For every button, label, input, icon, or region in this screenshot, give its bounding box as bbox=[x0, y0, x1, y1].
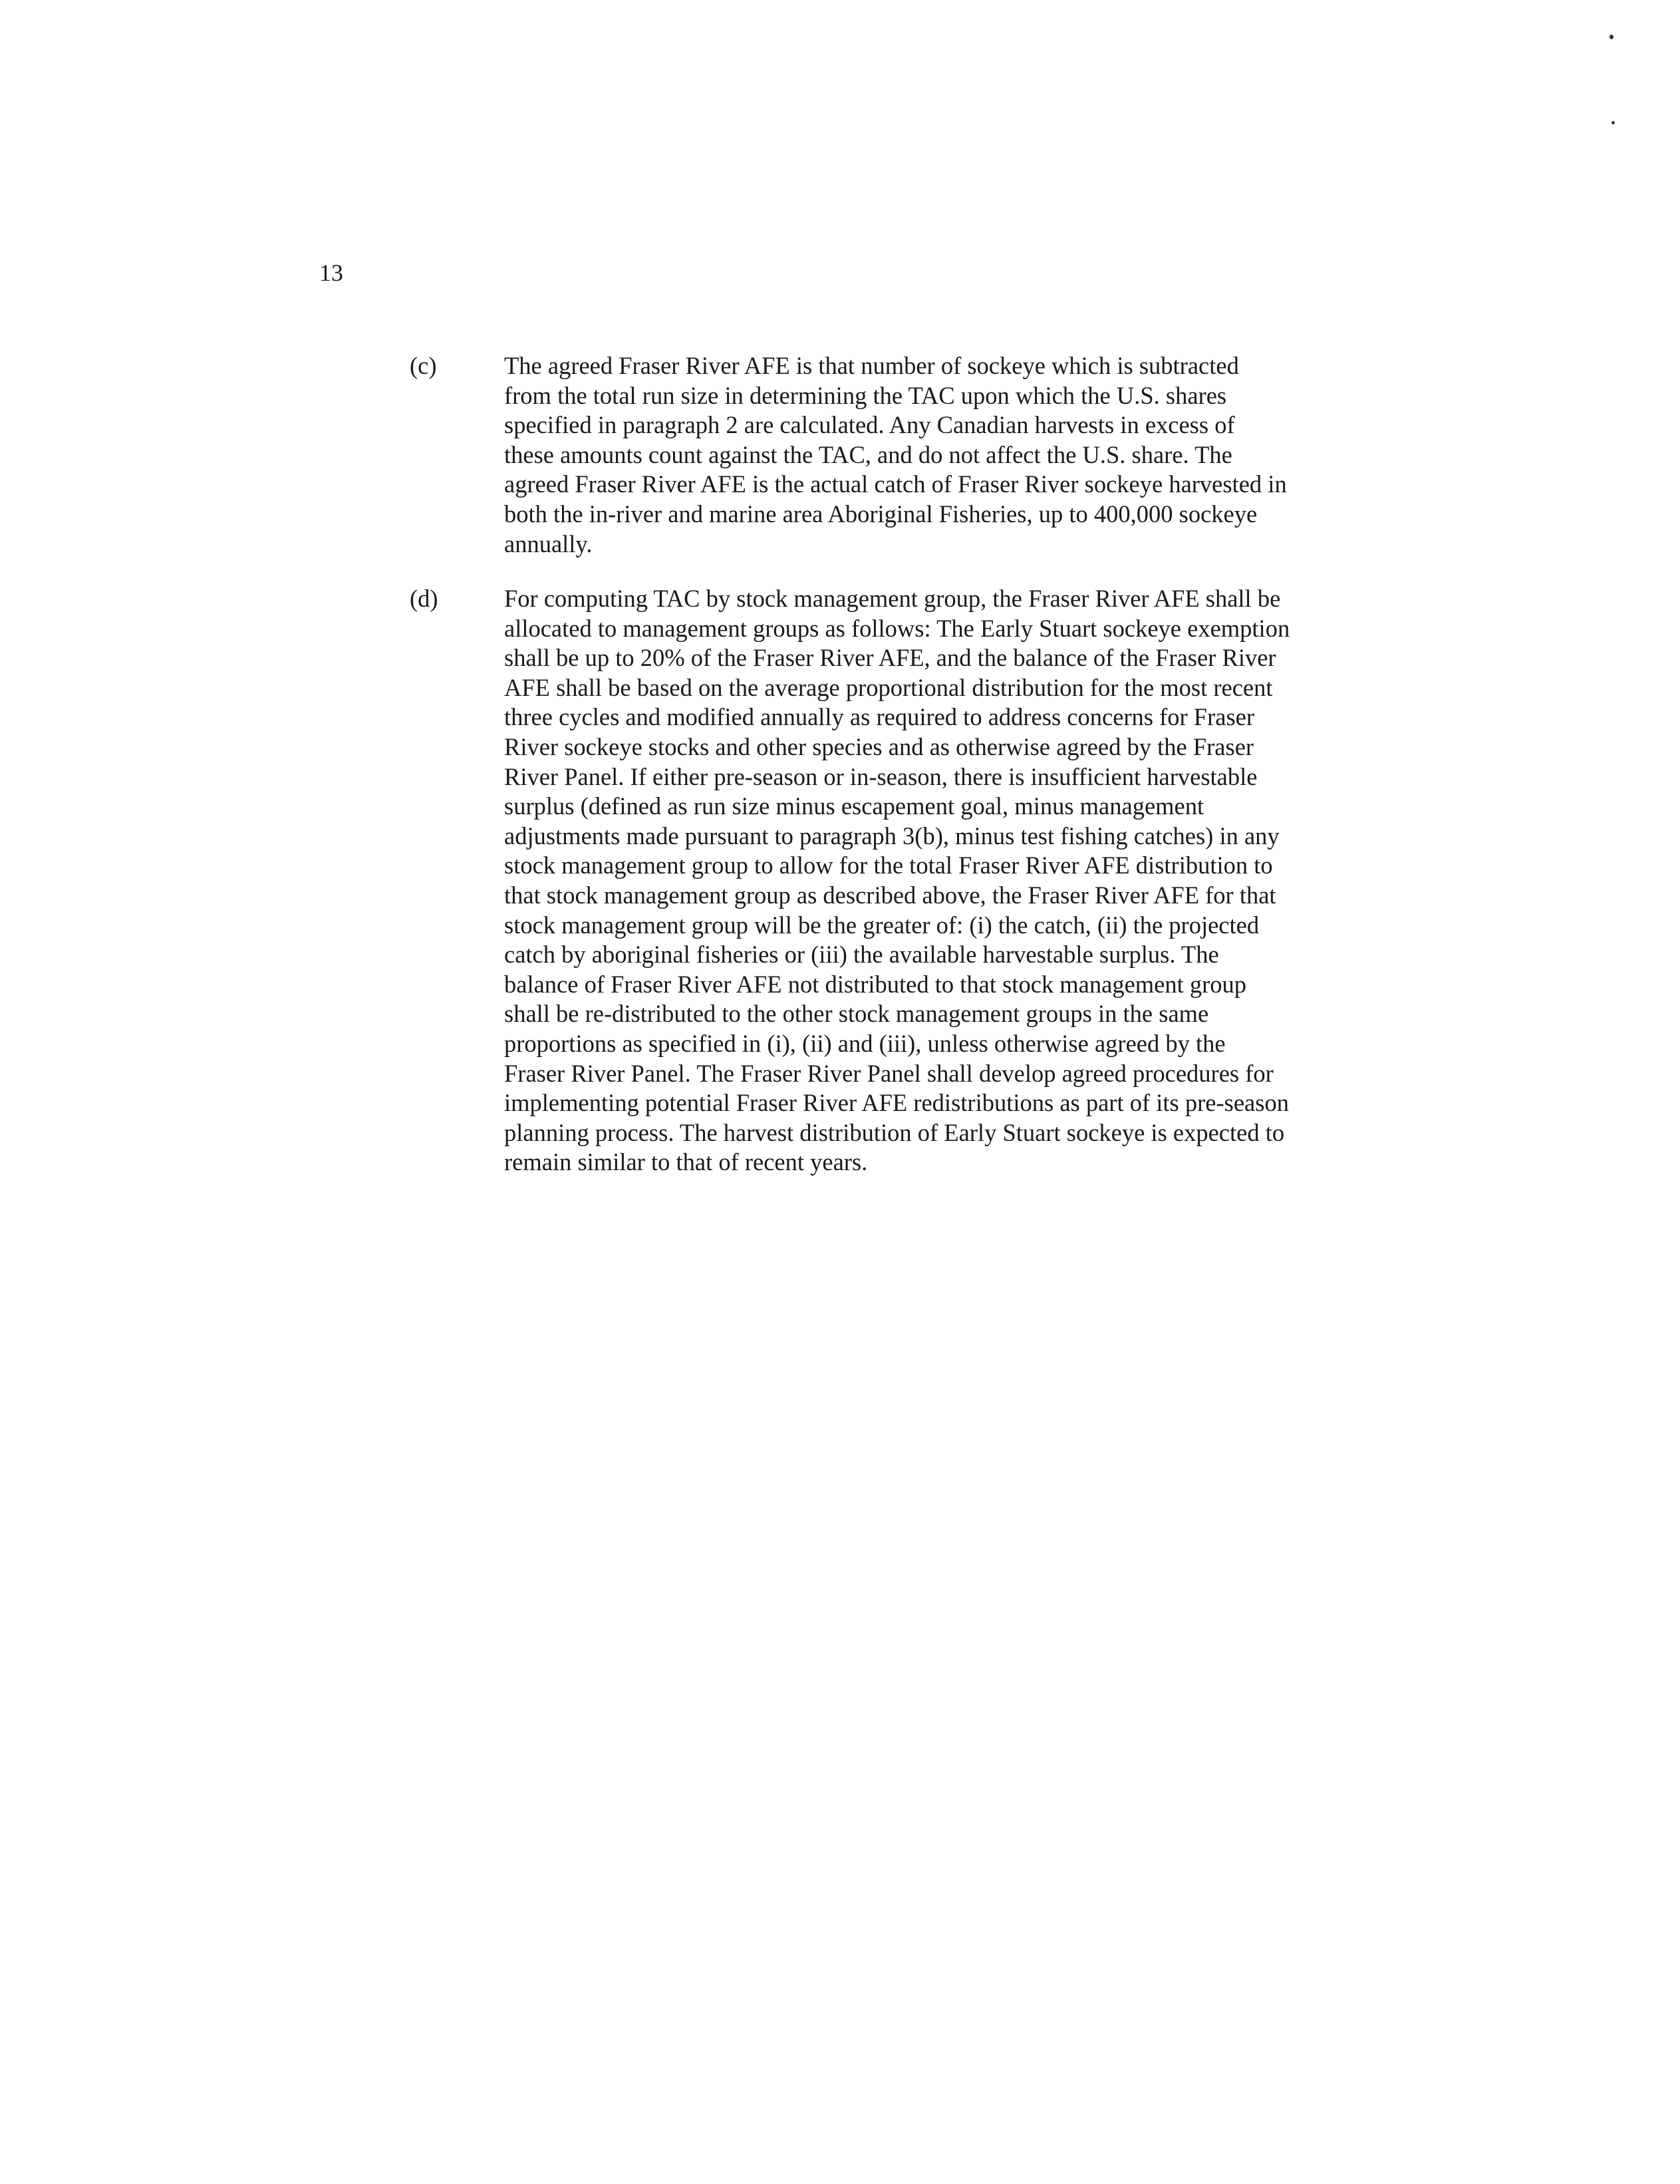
paragraph-text: For computing TAC by stock management group, the Fraser River AFE shall be allocated to management groups as follows: The Early Stuart sockeye exemption shall be up to 20% of the Fraser River AFE, and the balance of the Fraser River AFE shall be based on the average proportional distribution for the most recent three cycles and modified annually as required to address concerns for Fraser River sockeye stocks and other species and as otherwise agreed by the Fraser River Panel. If either pre-season or in-season, there is insufficient harvestable surplus (defined as run size minus escapement goal, minus management adjustments made pursuant to paragraph 3(b), minus test fishing catches) in any stock management group to allow for the total Fraser River AFE distribution to that stock management group as described above, the Fraser River AFE for that stock management group will be the greater of: (i) the catch, (ii) the projected catch by aboriginal fisheries or (iii) the available harvestable surplus. The balance of Fraser River AFE not distributed to that stock management group shall be re-distributed to the other stock management groups in the same proportions as specified in (i), (ii) and (iii), unless otherwise agreed by the Fraser River Panel. The Fraser River Panel shall develop agreed procedures for implementing potential Fraser River AFE redistributions as part of its pre-season planning process. The harvest distribution of Early Stuart sockeye is expected to remain similar to that of recent years. bbox=[504, 585, 1290, 1176]
paragraph-c bbox=[410, 351, 1361, 559]
paragraph-text: The agreed Fraser River AFE is that number of sockeye which is subtracted from the total run size in determining the TAC upon which the U.S. shares specified in paragraph 2 are calculated. Any Canadian harvests in excess of these amounts count against the TAC, and do not affect the U.S. share. The agreed Fraser River AFE is the actual catch of Fraser River sockeye harvested in both the in-river and marine area Aboriginal Fisheries, up to 400,000 sockeye annually. bbox=[504, 352, 1287, 557]
paragraph-marker: (c) bbox=[410, 352, 437, 379]
scan-speck bbox=[1611, 121, 1615, 124]
paragraph-marker: (d) bbox=[410, 585, 438, 612]
page-number: 13 bbox=[319, 259, 343, 286]
paragraph-d bbox=[410, 584, 1361, 1177]
scan-speck bbox=[1610, 35, 1613, 39]
